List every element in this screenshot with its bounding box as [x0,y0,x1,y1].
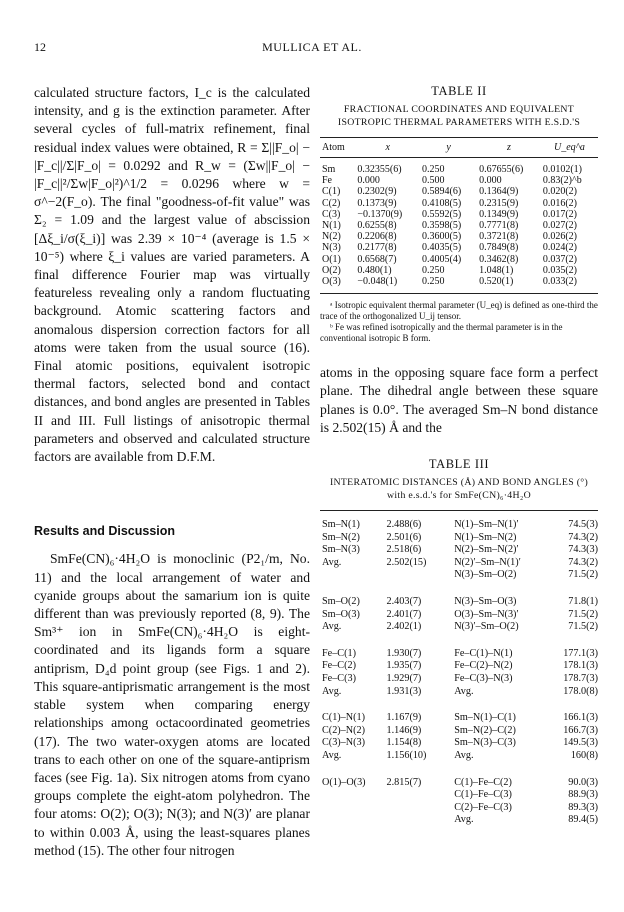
table-cell: 1.935(7) [386,660,422,672]
table-row [320,569,598,582]
table-cell: 74.3(3) [568,544,598,556]
table-cell: N(3)′–Sm–O(2) [454,621,519,633]
table-row [320,660,598,673]
right-body-text [320,364,598,437]
table-cell: Avg. [322,685,342,697]
table-cell: Avg. [322,621,342,633]
table-cell [320,802,385,815]
table3-distances-angles [320,510,598,827]
table-cell: 0.4035(5) [422,242,462,254]
table-cell: C(1) [322,186,341,198]
table-row [320,737,598,750]
table-row [320,802,598,815]
table-cell: 0.017(2) [542,208,578,220]
table2-header-ueq: U_eq^a [541,138,598,158]
table-cell: O(2) [322,264,341,276]
table-row [320,544,598,557]
table-cell: C(3)–N(3) [322,737,366,749]
table-cell: C(2)–N(2) [322,724,366,736]
table-row [320,220,598,231]
table-cell: Sm–N(1)–C(1) [454,712,516,724]
table-cell: 74.5(3) [568,519,598,531]
table-cell: Fe–C(1)–N(1) [454,647,513,659]
table-row [320,763,598,790]
table-row [320,750,598,763]
table2-title: FRACTIONAL COORDINATES AND EQUIVALENT ISOTROPIC THERMAL PARAMETERS WITH E.S.D.'S [337,104,581,128]
table-cell: Fe [322,175,332,187]
table-row [320,186,598,197]
table-cell: 0.035(2) [542,264,578,276]
table-row [320,698,598,725]
table-cell: N(2)–Sm–N(2)′ [454,544,519,556]
table-cell: 0.0102(1) [542,164,583,175]
table-cell: N(1)–Sm–N(1)′ [454,519,519,531]
table2-header-row [320,138,598,158]
body-paragraph-refinement: calculated structure factors, I_c is the calculated intensity, and g is the extinction parameter. After several cycles of full-matrix refinement, final residual index values were obtained, R = Σ||F_o| − |F_c||/Σ|F_o| = 0.0292 and R_w = (Σw||F_o| − |F_c||²/Σw|F_o|²)^1/2 = 0.0296 where w = σ^−2(F_o). The final "goodness-of-fit value" was Σ₂ = 1.09 and the largest value of abscission [Δξ_i/σ(ξ_i)] was 2.39 × 10⁻⁴ (average is 1.5 × 10⁻⁵) where ξ_i values are varied parameters. A final difference Fourier map was virtually featureless revealing only a random fluctuating background. Atomic scattering factors and anomalous dispersion correction factors for all atoms were taken from the usual source (16). Final atomic positions, equivalent isotropic thermal factors, selected bond and contact distances, and bond angles are presented in Tables II and III. Full listings of anisotropic thermal parameters and observed and calculated structure factors are available from D.F.M. [34,85,310,465]
table-cell: 166.1(3) [563,712,598,724]
table-cell: 0.4005(4) [422,253,462,265]
table-row [320,621,598,634]
table-cell: 0.6255(8) [357,220,397,232]
table-cell: 0.1364(9) [479,186,519,198]
table-cell: 2.403(7) [386,596,422,608]
table-row [320,276,598,294]
table-row [320,725,598,738]
table2-footnote-b: ᵇ Fe was refined isotropically and the thermal parameter is in the conventional isotropic B form. [320,322,563,344]
table-cell: 0.024(2) [542,242,578,254]
table-cell: N(2)′–Sm–N(1)′ [454,556,521,568]
table-cell [385,802,453,815]
table-row [320,198,598,209]
table-cell: 0.037(2) [542,253,578,265]
table-row [320,789,598,802]
table-row [320,557,598,570]
table2-coordinates [320,137,598,294]
table-cell: Sm–N(2) [322,531,360,543]
table-cell: N(3) [322,242,341,254]
body-paragraph-results: SmFe(CN)₆·4H₂O is monoclinic (P2₁/m, No. 11) and the local arrangement of water and cyanide groups about the samarium ion is quite different than was previously reported (8, 9). The Sm³⁺ ion in SmFe(CN)₆·4H₂O is eight-coordinated and its ligands form a square antiprism, D₄d point group (see Figs. 1 and 2). This square-antiprismatic arrangement is the most stable system when comparing energy relationships among octacoordinated geometries (17). The two water-oxygen atoms are located trans to each other on one of the square-antiprism faces (see Fig. 1a). Six nitrogen atoms from cyano groups complete the eight-atom polyhedron. The four atoms: O(2); O(3); N(3); and N(3)′ are planar to within 0.003 Å, using the least-squares planes method (15). The other four nitrogen [34,551,310,858]
table-cell: 0.3462(8) [479,253,519,265]
table-cell: C(1)–Fe–C(3) [454,789,512,801]
table-cell: C(1)–N(1) [322,712,366,724]
table-cell: 177.1(3) [563,647,598,659]
table-row [320,609,598,622]
table-cell: 90.0(3) [568,776,598,788]
table-row [320,242,598,253]
body-paragraph-planes: atoms in the opposing square face form a perfect plane. The dihedral angle between these square planes is 0.0°. The averaged Sm–N bond distance is 2.502(15) Å and the [320,365,598,435]
table-cell: 0.2302(9) [357,186,397,198]
table-cell: C(2) [322,197,341,209]
table-cell: 149.5(3) [563,737,598,749]
table-row [320,231,598,242]
table-cell: 1.154(8) [386,737,422,749]
table2-number: TABLE II [431,84,487,98]
table-cell: 1.048(1) [479,264,514,276]
table-cell: N(3)–Sm–O(2) [454,569,517,581]
table-row [320,532,598,545]
table2-header-atom: Atom [320,138,355,158]
table-cell: 71.5(2) [568,621,598,633]
table-cell: 0.3600(5) [422,231,462,243]
table-cell: 0.250 [422,164,445,175]
table-cell: Sm–N(1) [322,519,360,531]
table-cell: 1.167(9) [386,712,422,724]
table-cell: Avg. [322,556,342,568]
table-cell: Fe–C(2) [322,660,356,672]
left-column [34,84,310,860]
table-cell: −0.048(1) [355,276,420,294]
table2-header-y: y [420,138,477,158]
table-cell: 89.3(3) [568,801,598,813]
table-cell [385,569,453,582]
table-cell: 0.026(2) [542,231,578,243]
table-cell: Fe–C(3)–N(3) [454,672,513,684]
table-cell [385,814,453,827]
table-cell: Sm–O(3) [322,608,360,620]
table-cell: 0.033(2) [541,276,598,294]
table-cell: 0.500 [422,175,445,187]
table-cell: O(1) [322,253,341,265]
table-cell: 0.027(2) [542,220,578,232]
table-cell: 1.929(7) [386,672,422,684]
table-cell: C(3) [322,208,341,220]
table-cell: 0.67655(6) [479,164,524,175]
table-cell: Sm–N(3)–C(3) [454,737,516,749]
table-cell: 166.7(3) [563,724,598,736]
table-row [320,209,598,220]
table2-header-x: x [355,138,420,158]
table-cell: 89.4(5) [568,814,598,826]
table-cell: 0.4108(5) [422,197,462,209]
table-cell: 0.2315(9) [479,197,519,209]
table-cell: 0.3721(8) [479,231,519,243]
table-cell: 2.502(15) [386,556,427,568]
table-cell: Sm–N(2)–C(2) [454,724,516,736]
table2-footnote-a: ᵃ Isotropic equivalent thermal parameter (U_eq) is defined as one-third the trace of the orthogonalized U_ij tensor. [320,300,598,322]
table-cell: 0.1373(9) [357,197,397,209]
table-cell: 0.6568(7) [357,253,397,265]
table-row [320,634,598,661]
table-cell: 71.8(1) [568,596,598,608]
page-number: 12 [34,40,46,54]
table-row [320,254,598,265]
table-cell: C(1)–Fe–C(2) [454,776,512,788]
table-cell: 160(8) [570,749,598,761]
table-cell: 2.518(6) [386,544,422,556]
table-row [320,673,598,686]
table-cell: 178.7(3) [563,672,598,684]
table-cell: 88.9(3) [568,789,598,801]
table-cell: 1.931(3) [386,685,422,697]
table-cell: O(1)–O(3) [322,776,366,788]
table-cell: −0.1370(9) [357,208,403,220]
table-row [320,814,598,827]
table2-caption [320,84,598,129]
table-cell: Sm–O(2) [322,596,360,608]
table-cell: Sm–N(3) [322,544,360,556]
table-cell: N(1) [322,220,341,232]
table-cell [320,569,385,582]
table-cell: 0.2177(8) [357,242,397,254]
table-row [320,265,598,276]
table-cell: Avg. [322,749,342,761]
table3-caption [320,457,598,502]
table-cell: Avg. [454,749,474,761]
table2-footnotes [320,300,598,344]
table-row [320,582,598,609]
table-cell: 0.016(2) [542,197,578,209]
table2-body [320,158,598,294]
table-cell [320,814,385,827]
table-cell: N(1)–Sm–N(2) [454,531,517,543]
table-row [320,686,598,699]
table-cell: 0.020(2) [542,186,578,198]
table3-number: TABLE III [428,457,490,472]
table-cell: N(3)–Sm–O(3) [454,596,517,608]
table-cell: 178.1(3) [563,660,598,672]
table-cell: C(2)–Fe–C(3) [454,801,512,813]
table-cell: 2.402(1) [386,621,422,633]
table-cell: 1.146(9) [386,724,422,736]
table-cell: 2.815(7) [386,776,422,788]
table-cell [320,789,385,802]
table-cell: 0.5894(6) [422,186,462,198]
table-cell: 0.480(1) [357,264,392,276]
table-cell: Sm [322,164,336,175]
table-cell: 0.7771(8) [479,220,519,232]
table-cell: 74.3(2) [568,556,598,568]
table-cell [385,789,453,802]
table-cell: 1.930(7) [386,647,422,659]
table-cell: 0.250 [422,264,445,276]
table3-title-line1: INTERATOMIC DISTANCES (Å) AND BOND ANGLES (°) [329,477,589,489]
table-cell: 0.000 [479,175,502,187]
table-cell: 74.3(2) [568,531,598,543]
table-row [320,158,598,176]
table-cell: 71.5(2) [568,608,598,620]
table-cell: 0.250 [420,276,477,294]
table-cell: N(2) [322,231,341,243]
running-title: MULLICA ET AL. [262,40,362,54]
table-cell: Fe–C(2)–N(2) [454,660,513,672]
table-cell: 2.501(6) [386,531,422,543]
section-heading-results: Results and Discussion [34,524,176,539]
table-cell: 0.000 [357,175,380,187]
table-cell: 0.2206(8) [357,231,397,243]
table-cell: 0.83(2)^b [542,175,582,187]
table-row [320,175,598,186]
table-cell: 71.5(2) [568,569,598,581]
table-cell: Fe–C(3) [322,672,356,684]
table-cell: O(3) [320,276,355,294]
right-column [320,84,598,827]
table-cell: 178.0(8) [563,685,598,697]
table-cell: Avg. [454,814,474,826]
running-header [34,40,590,56]
table-cell: 0.7849(8) [479,242,519,254]
table-cell: Fe–C(1) [322,647,356,659]
table-cell: 0.1349(9) [479,208,519,220]
table3-body [320,511,598,827]
table2-header-z: z [477,138,541,158]
table-cell: Avg. [454,685,474,697]
table-cell: O(3)–Sm–N(3)′ [454,608,519,620]
table-row [320,511,598,532]
table-cell: 0.5592(5) [422,208,462,220]
table-cell: 1.156(10) [386,749,427,761]
table-cell: 0.520(1) [477,276,541,294]
table3-title-line2: with e.s.d.'s for SmFe(CN)₆·4H₂O [387,490,531,502]
table-cell: 0.32355(6) [357,164,402,175]
table-cell: 2.401(7) [386,608,422,620]
table-cell: 2.488(6) [386,519,422,531]
table-cell: 0.3598(5) [422,220,462,232]
